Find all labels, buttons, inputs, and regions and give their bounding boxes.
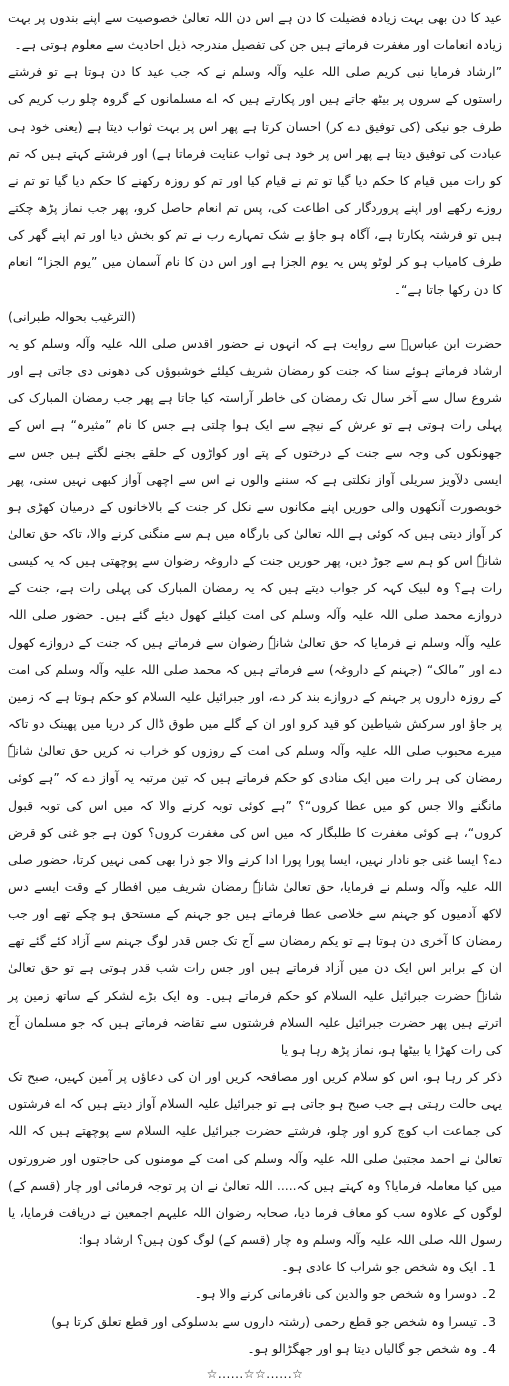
intro-paragraph: عید کا دن بھی بہت زیادہ فضیلت کا دن ہے اس دن اللہ تعالیٰ خصوصیت سے اپنے بندوں پر بہت زیادہ انعامات اور مغفرت فرماتے ہیں جن کی تفصیل مندرجہ ذیل احادیث سے معلوم ہوتی ہے۔ xyxy=(8,10,502,53)
list-item: 3۔ تیسرا وہ شخص جو قطع رحمی (رشتہ داروں سے بدسلوکی اور قطع تعلق کرتا ہو) xyxy=(51,1313,496,1329)
hadith-ramadan-paragraph: حضرت ابن عباسؓ سے روایت ہے کہ انہوں نے حضور اقدس صلی اللہ علیہ وآلہ وسلم کو یہ ارشاد فرماتے ہوئے سنا کہ جنت کو رمضان شریف کیلئے خوشبوؤں کی دھونی دی جاتی ہے اور شروع سال سے آخر سال تک رمضان کی خاطر آراستہ کیا جاتا ہے پھر جب رمضان المبارک کی پہلی رات ہوتی ہے تو عرش کے نیچے سے ایک ہوا چلتی ہے جس کا نام ”مثیرہ“ ہے اس کے جھونکوں کی وجہ سے جنت کے درختوں کے پتے اور کواڑوں کے حلقے بجنے لگتے ہیں جس سے ایسی دلآویز سریلی آواز نکلتی ہے کہ سننے والوں نے اس سے اچھی آواز کبھی نہیں سنی، پھر خوبصورت آنکھوں والی حوریں اپنے مکانوں سے نکل کر جنت کے بالاخانوں کے درمیان کھڑی ہو کر آواز دیتی ہیں کہ کوئی ہے اللہ تعالیٰ کی بارگاہ میں ہم سے منگنی کرنے والا، تاکہ حق تعالیٰ شانہٗ اس کو ہم سے جوڑ دیں، پھر حوریں جنت کے داروغہ رضوان سے پوچھتی ہیں کہ یہ کیسی رات ہے؟ وہ لبیک کہہ کر جواب دیتے ہیں کہ یہ رمضان المبارک کی پہلی رات ہے، جنت کے دروازے محمد صلی اللہ علیہ وآلہ وسلم کی امت کیلئے کھول دیئے گئے ہیں۔ حضور صلی اللہ علیہ وآلہ وسلم نے فرمایا کہ حق تعالیٰ شانہٗ رضوان سے فرماتے ہیں کہ جنت کے دروازے کھول دے اور ”مالک“ (جہنم کے داروغہ) سے فرماتے ہیں کہ محمد صلی اللہ علیہ وآلہ وسلم کی امت کے روزہ داروں پر جہنم کے دروازے بند کر دے، اور جبرائیل علیہ السلام کو حکم ہوتا ہے کہ زمین پر جاؤ اور سرکش شیاطین کو قید کرو اور ان کے گلے میں طوق ڈال کر دریا میں پھینک دو تاکہ میرے محبوب صلی اللہ علیہ وآلہ وسلم کی امت کے روزوں کو خراب نہ کریں حق تعالیٰ شانہٗ رمضان کی ہر رات میں ایک منادی کو حکم فرماتے ہیں کہ تین مرتبہ یہ آواز دے کہ ”ہے کوئی مانگنے والا جس کو میں عطا کروں“؟ ”ہے کوئی توبہ کرنے والا کہ میں اس کی توبہ قبول کروں“، ہے کوئی مغفرت کا طلبگار کہ میں اس کی مغفرت کروں؟ کون ہے جو غنی کو قرض دے؟ ایسا غنی جو نادار نہیں، ایسا پورا پورا ادا کرنے والا جو ذرا بھی کمی نہیں کرتا، حضور صلی اللہ علیہ وآلہ وسلم نے فرمایا، حق تعالیٰ شانہٗ رمضان شریف میں افطار کے وقت ایسے دس لاکھ آدمیوں کو جہنم سے خلاصی عطا فرماتے ہیں جو جہنم کے مستحق ہو چکے تھے اور جب رمضان کا آخری دن ہوتا ہے تو یکم رمضان سے آج تک جس قدر لوگ جہنم سے آزاد کئے گئے تھے ان کے برابر اس ایک دن میں آزاد فرماتے ہیں اور جس رات شب قدر ہوتی ہے تو حق تعالیٰ شانہٗ حضرت جبرائیل علیہ السلام کو حکم فرماتے ہیں۔ وہ ایک بڑے لشکر کے ساتھ زمین پر اترتے ہیں پھر حضرت جبرائیل علیہ السلام فرشتوں سے تقاضہ فرماتے ہیں کہ جو مسلمان آج کی رات کھڑا یا بیٹھا ہو، نماز پڑھ رہا ہو یا xyxy=(8,335,502,1057)
hadith-reference: (الترغیب بحوالہ طبرانی) xyxy=(8,308,136,324)
list-item: 2۔ دوسرا وہ شخص جو والدین کی نافرمانی کرنے والا ہو۔ xyxy=(194,1286,496,1302)
star-divider: ☆......☆☆......☆ xyxy=(206,1366,304,1381)
hadith-laylatul-qadr-paragraph: ذکر کر رہا ہو، اس کو سلام کریں اور مصافحہ کریں اور ان کی دعاؤں پر آمین کہیں، صبح تک یہی حالت رہتی ہے جب صبح ہو جاتی ہے تو جبرائیل علیہ السلام آواز دیتے ہیں کہ اے فرشتوں کی جماعت اب کوچ کرو اور چلو، فرشتے حضرت جبرائیل علیہ السلام سے پوچھتے ہیں کہ اللہ تعالیٰ نے احمد مجتبیٰ صلی اللہ علیہ وآلہ وسلم کی امت کے مومنوں کی حاجتوں اور ضرورتوں میں کیا معاملہ فرمایا؟ وہ کہتے ہیں کہ..... اللہ تعالیٰ نے ان پر توجہ فرمائی اور چار (قسم کے) لوگوں کے علاوہ سب کو معاف فرما دیا، صحابہ رضوان اللہ علیہم اجمعین نے دریافت فرمایا، یا رسول اللہ صلی اللہ علیہ وآلہ وسلم وہ چار (قسم کے) لوگ کون ہیں؟ ارشاد ہوا: xyxy=(8,1069,502,1248)
list-item: 4۔ وہ شخص جو گالیاں دیتا ہو اور جھگڑالو ہو۔ xyxy=(247,1340,496,1356)
hadith-eid-paragraph: ”ارشاد فرمایا نبی کریم صلی اللہ علیہ وآلہ وسلم نے کہ جب عید کا دن ہوتا ہے تو فرشتے راستوں کے سروں پر بیٹھ جاتے ہیں اور پکارتے ہیں کہ اے مسلمانوں کے گروہ چلو رب کریم کی طرف جو نیکی (کی توفیق دے کر) احسان کرتا ہے پھر اس پر بہت ثواب دیتا ہے (یعنی خود ہی عبادت کی توفیق دیتا ہے پھر اس پر خود ہی ثواب عنایت فرماتا ہے) اور فرشتے کہتے ہیں کہ تم کو رات میں قیام کا حکم دیا گیا تو تم نے قیام کیا اور تم کو روزہ رکھنے کا حکم دیا گیا تو تم نے روزے رکھے اور اپنے پروردگار کی اطاعت کی، پس تم انعام حاصل کرو، پھر جب نماز پڑھ چکتے ہیں تو فرشتہ پکارتا ہے، آگاہ ہو جاؤ بے شک تمہارے رب نے تم کو بخش دیا اور تم اپنے گھر کی طرف کامیاب ہو کر لوٹو پس یہ یوم الجزا ہے اور اس دن کا نام آسمان میں ”یوم الجزا“ انعام کا دن رکھا جاتا ہے“۔ xyxy=(8,64,502,297)
list-item: 1۔ ایک وہ شخص جو شراب کا عادی ہو۔ xyxy=(281,1259,496,1275)
four-people-list xyxy=(8,1253,502,1362)
